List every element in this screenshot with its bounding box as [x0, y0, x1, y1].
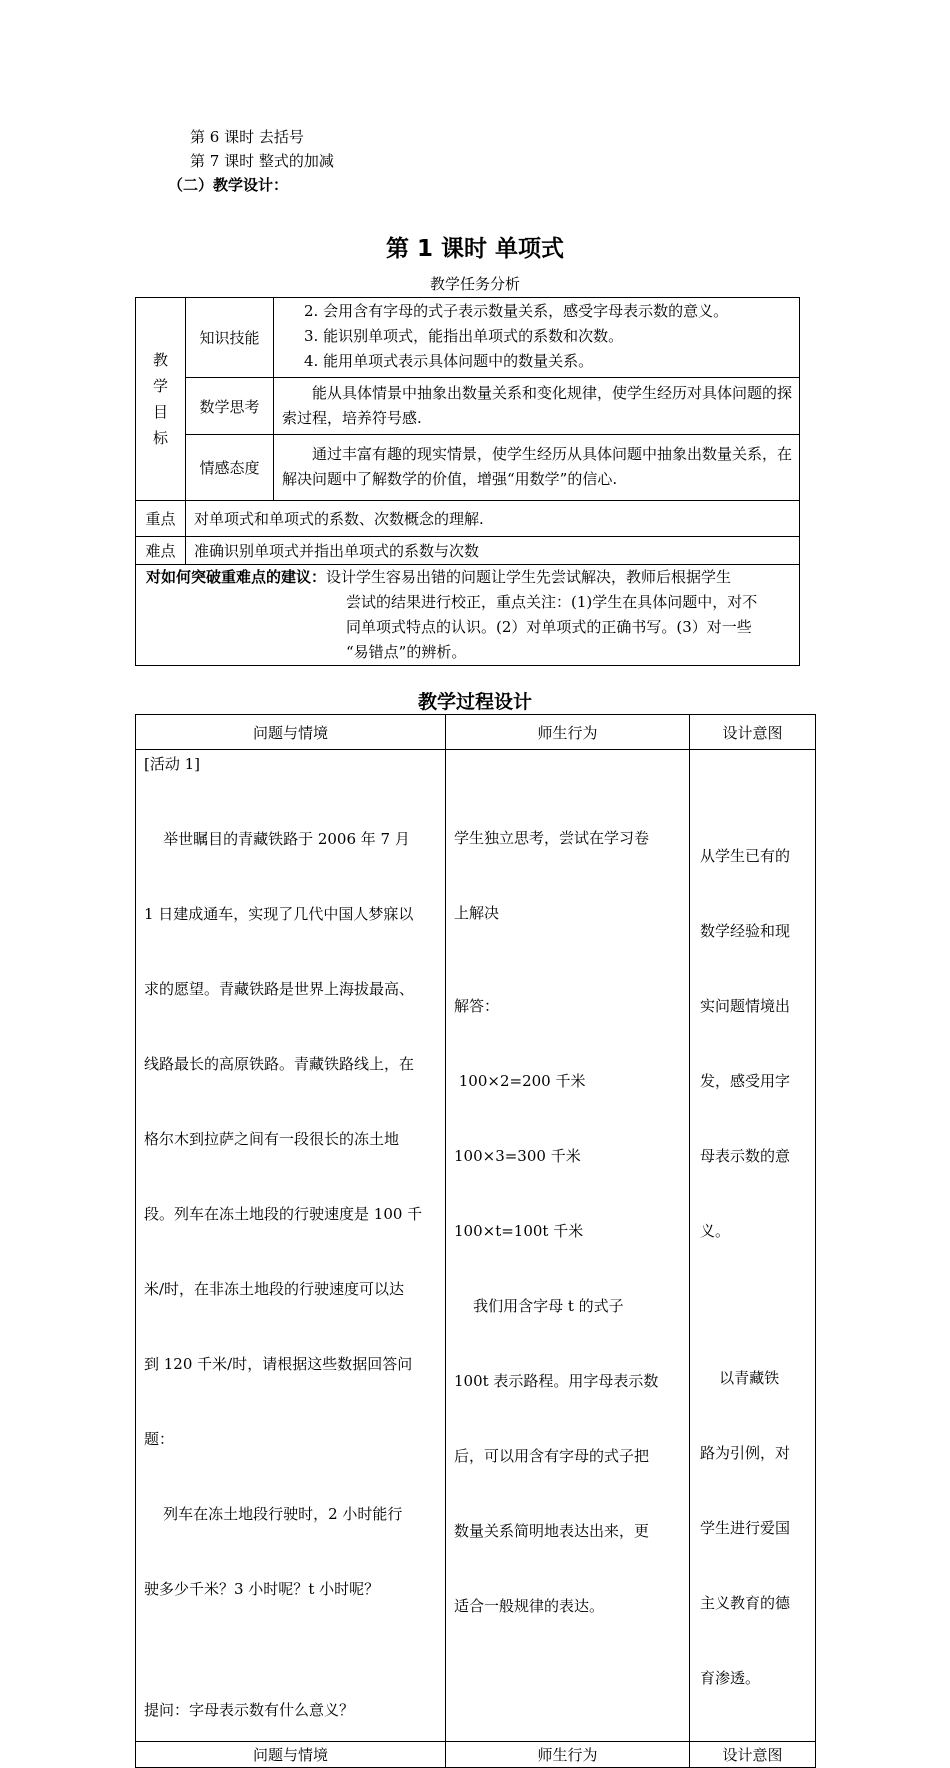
intent-line: 从学生已有的 — [700, 847, 791, 865]
activity-line: 求的愿望。青藏铁路是世界上海拔最高、 — [144, 980, 415, 998]
intent-line: 学生进行爱国 — [700, 1519, 791, 1537]
difficulty-label: 难点 — [136, 537, 186, 565]
advice-line: 设计学生容易出错的问题让学生先尝试解决，教师后根据学生 — [326, 568, 732, 586]
attitude-text: 通过丰富有趣的现实情景，使学生经历从具体问题中抽象出数量关系，在解决问题中了解数学的价值，增强“用数学”的信心. — [282, 445, 793, 488]
answer-label: 解答： — [454, 997, 500, 1015]
key-point-label: 重点 — [136, 501, 186, 537]
process-table — [135, 714, 816, 1768]
summary-line: 后，可以用含有字母的式子把 — [454, 1447, 650, 1465]
intent-line: 实问题情境出 — [700, 997, 791, 1015]
summary-line: 100t 表示路程。用字母表示数 — [454, 1372, 659, 1390]
footer-behavior: 师生行为 — [446, 1742, 690, 1768]
intent-line: 数学经验和现 — [700, 922, 791, 940]
activity-line: 举世瞩目的青藏铁路于 2006 年 7 月 — [144, 830, 410, 848]
activity-line: 题： — [144, 1430, 175, 1448]
thinking-label: 数学思考 — [186, 378, 274, 435]
intent-line: 育渗透。 — [700, 1669, 761, 1687]
activity-line: 到 120 千米/时，请根据这些数据回答问 — [144, 1355, 413, 1373]
advice-label: 对如何突破重难点的建议： — [146, 568, 327, 586]
section-heading: （二）教学设计： — [168, 176, 289, 194]
activity-line: 段。列车在冻土地段的行驶速度是 100 千 — [144, 1205, 423, 1223]
activity-cell — [136, 750, 446, 1742]
intent-cell — [690, 750, 816, 1742]
summary-line: 数量关系简明地表达出来，更 — [454, 1522, 650, 1540]
intent-line: 主义教育的德 — [700, 1594, 791, 1612]
intent-line: 路为引例，对 — [700, 1444, 791, 1462]
activity-line: 线路最长的高原铁路。青藏铁路线上，在 — [144, 1055, 415, 1073]
answer-line: 100×t=100t 千米 — [454, 1222, 584, 1240]
activity-line: 格尔木到拉萨之间有一段很长的冻土地 — [144, 1130, 400, 1148]
goals-char-2: 学 — [152, 377, 168, 395]
task-analysis-caption: 教学任务分析 — [429, 275, 520, 293]
outline-lesson7: 第 7 课时 整式的加减 — [190, 152, 334, 170]
header-problem: 问题与情境 — [136, 715, 446, 750]
knowledge-label: 知识技能 — [186, 298, 274, 378]
advice-cell — [136, 565, 800, 666]
advice-line: “易错点”的辨析。 — [346, 643, 467, 661]
header-behavior: 师生行为 — [446, 715, 690, 750]
behavior-line: 学生独立思考，尝试在学习卷 — [454, 829, 650, 847]
knowledge-item: 2. 会用含有字母的式子表示数量关系，感受字母表示数的意义。 — [304, 302, 729, 320]
intent-line: 母表示数的意 — [700, 1147, 791, 1165]
thinking-text: 能从具体情景中抽象出数量关系和变化规律，使学生经历对具体问题的探索过程，培养符号感. — [282, 384, 793, 427]
process-title: 教学过程设计 — [417, 691, 532, 713]
footer-problem: 问题与情境 — [136, 1742, 446, 1768]
answer-line: 100×2=200 千米 — [454, 1072, 586, 1090]
question-line: 驶多少千米？3 小时呢？t 小时呢？ — [144, 1580, 380, 1598]
activity-tag: [活动 1] — [144, 755, 201, 773]
goals-char-3: 目 — [152, 403, 168, 421]
outline-lesson6: 第 6 课时 去括号 — [190, 128, 304, 146]
knowledge-items — [274, 298, 800, 378]
intent-line: 以青藏铁 — [700, 1369, 780, 1387]
behavior-cell — [446, 750, 690, 1742]
attitude-label: 情感态度 — [186, 435, 274, 501]
behavior-line: 上解决 — [454, 904, 500, 922]
difficulty-text: 准确识别单项式并指出单项式的系数与次数 — [186, 537, 800, 565]
goals-char-1: 教 — [152, 351, 168, 369]
advice-line: 同单项式特点的认识。(2）对单项式的正确书写。(3）对一些 — [346, 618, 752, 636]
activity-prompt: 提问：字母表示数有什么意义？ — [144, 1701, 355, 1719]
knowledge-item: 3. 能识别单项式，能指出单项式的系数和次数。 — [304, 327, 624, 345]
activity-line: 米/时，在非冻土地段的行驶速度可以达 — [144, 1280, 405, 1298]
answer-line: 100×3=300 千米 — [454, 1147, 581, 1165]
intent-line: 发，感受用字 — [700, 1072, 791, 1090]
intent-line: 义。 — [700, 1222, 731, 1240]
key-point-text: 对单项式和单项式的系数、次数概念的理解. — [186, 501, 800, 537]
footer-intent: 设计意图 — [690, 1742, 816, 1768]
activity-line: 1 日建成通车，实现了几代中国人梦寐以 — [144, 905, 414, 923]
lesson-title: 第 1 课时 单项式 — [385, 236, 565, 262]
question-line: 列车在冻土地段行驶时，2 小时能行 — [144, 1505, 403, 1523]
goals-char-4: 标 — [152, 429, 168, 447]
advice-line: 尝试的结果进行校正，重点关注：(1)学生在具体问题中，对不 — [346, 593, 758, 611]
task-analysis-table — [135, 297, 800, 666]
summary-line: 适合一般规律的表达。 — [454, 1597, 605, 1615]
header-intent: 设计意图 — [690, 715, 816, 750]
attitude-text-cell — [274, 435, 800, 501]
knowledge-item: 4. 能用单项式表示具体问题中的数量关系。 — [304, 352, 594, 370]
thinking-text-cell — [274, 378, 800, 435]
goals-header-cell — [136, 298, 186, 501]
summary-line: 我们用含字母 t 的式子 — [454, 1297, 624, 1315]
